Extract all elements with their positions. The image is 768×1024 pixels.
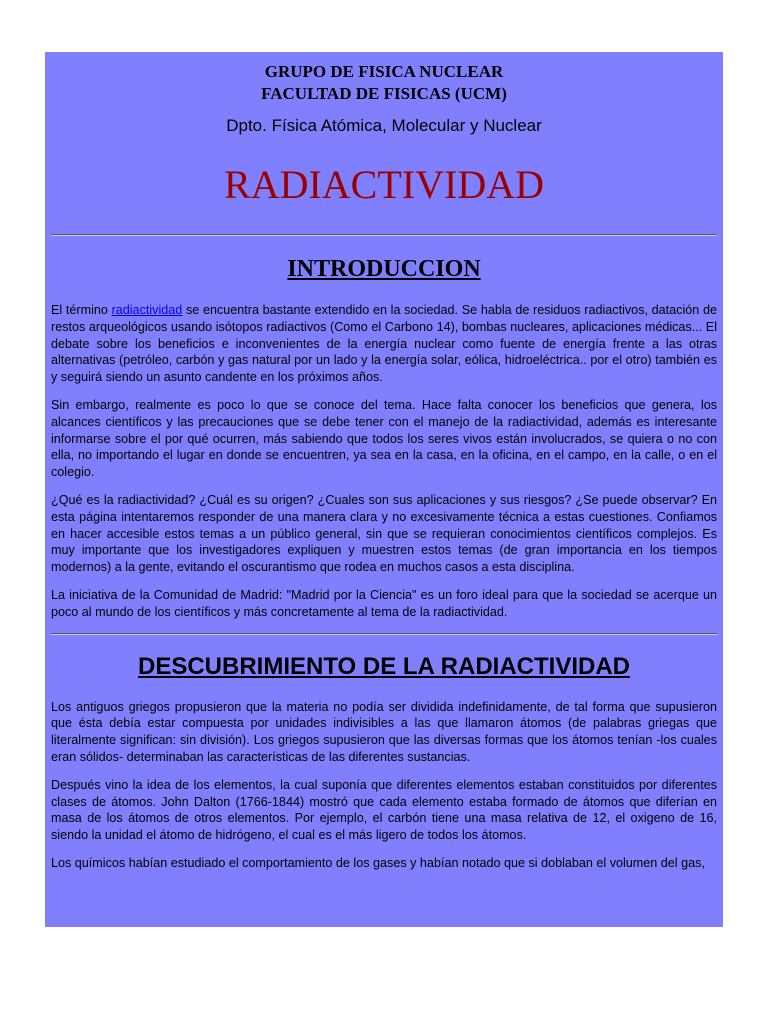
discovery-heading: DESCUBRIMIENTO DE LA RADIACTIVIDAD: [137, 652, 630, 680]
discovery-paragraph-3: Los químicos habían estudiado el comportamiento de los gases y habían notado que si doblaban el volumen del gas,: [51, 855, 705, 870]
department-name: Dpto. Física Atómica, Molecular y Nuclear: [226, 116, 542, 135]
discovery-paragraph-1: Los antiguos griegos propusieron que la materia no podía ser dividida indefinidamente, de tal forma que supusieron que ésta debía estar compuesta por unidades indivisibles a las que llamaron átomos (de palabras griegas que literalmente significan: sin división). Los griegos supusieron que las diversas formas que los átomos tenían -los cuales eran sólidos- determinaban las características de las diferentes sustancias.: [51, 699, 717, 764]
intro-p1-rest: se encuentra bastante extendido en la sociedad. Se habla de residuos radiactivos, datación de restos arqueológicos usando isótopos radiactivos (Como el Carbono 14), bombas nucleares, aplicaciones médicas... El debate sobre los beneficios e inconvenientes de la energía nuclear como fuente de energía frente a las otras alternativas (petróleo, carbón y gas natural por un lado y la energía solar, eólica, hidroeléctrica.. por el otro) también es y seguirá siendo un asunto candente en los próximos años.: [51, 303, 717, 385]
intro-paragraph-1: [51, 302, 717, 386]
page-title: RADIACTIVIDAD: [224, 162, 544, 207]
intro-p1-start: El término: [51, 303, 112, 317]
group-name: GRUPO DE FISICA NUCLEAR: [264, 62, 504, 81]
discovery-paragraph-2: Después vino la idea de los elementos, la cual suponía que diferentes elementos estaban constituidos por diferentes clases de átomos. John Dalton (1766-1844) mostró que cada elemento estaba formado de átomos que diferían en masa de los átomos de otros elementos. Por ejemplo, el carbón tiene una masa relativa de 12, el oxigeno de 16, siendo la unidad el átomo de hidrógeno, el cual es el más ligero de todos los átomos.: [51, 777, 717, 843]
radiactividad-link[interactable]: radiactividad: [111, 303, 183, 317]
intro-paragraph-3: ¿Qué es la radiactividad? ¿Cuál es su origen? ¿Cuales son sus aplicaciones y sus riesgos? ¿Se puede observar? En esta página intentaremos responder de una manera clara y no excesivamente técnica a estas cuestiones. Confiamos en hacer accesible estos temas a un público general, sin que se requieran conocimientos científicos complejos. Es muy importante que los investigadores expliquen y muestren estos temas (de gran importancia en los tiempos modernos) a la gente, evitando el oscurantismo que rodea en muchos casos a esta disciplina.: [51, 492, 717, 575]
page-content: [45, 61, 723, 872]
divider: [51, 234, 717, 236]
intro-paragraph-2: Sin embargo, realmente es poco lo que se conoce del tema. Hace falta conocer los beneficios que genera, los alcances científicos y las precauciones que se debe tener con el manejo de la radiactividad, además es interesante informarse sobre el por qué ocurren, más sabiendo que todos los seres vivos están involucrados, se quiera o no con ella, no importando el lugar en donde se encuentren, ya sea en la casa, en la oficina, en el campo, en la calle, o en el colegio.: [51, 397, 717, 480]
divider: [51, 633, 717, 635]
faculty-name: FACULTAD DE FISICAS (UCM): [261, 84, 507, 103]
intro-heading: INTRODUCCION: [287, 256, 481, 282]
intro-paragraph-4: La iniciativa de la Comunidad de Madrid: "Madrid por la Ciencia" es un foro ideal para que la sociedad se acerque un poco al mundo de los científicos y más concretamente al tema de la radiactividad.: [51, 587, 717, 619]
page-panel: [45, 52, 723, 927]
